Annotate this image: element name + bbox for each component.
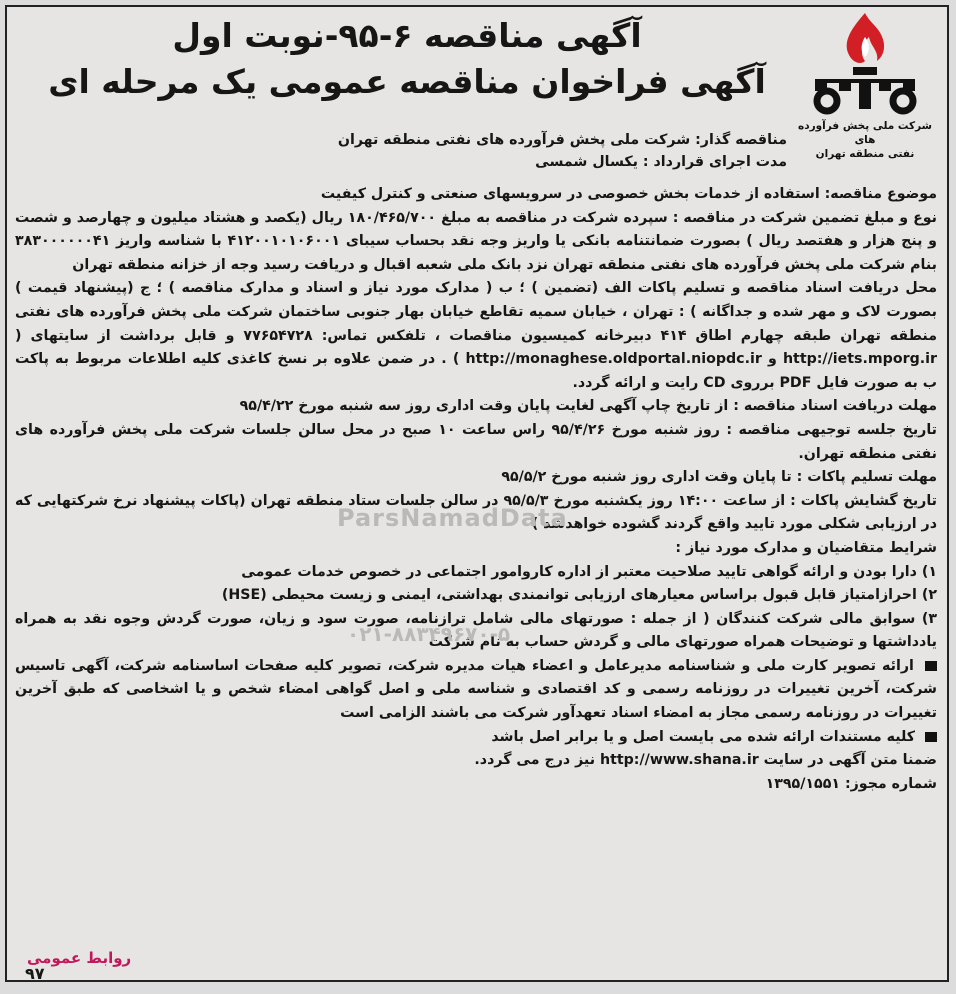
- notice-title-line2: آگهی فراخوان مناقصه عمومی یک مرحله ای: [48, 62, 766, 101]
- square-bullet-icon: [925, 732, 937, 742]
- notice-body: [15, 183, 937, 796]
- document-place-paragraph: [15, 277, 937, 395]
- logo-caption-line1: شرکت ملی پخش فرآورده های: [798, 120, 932, 147]
- bullet-item-2-text: کلیه مستندات ارائه شده می بایست اصل و یا برابر اصل باشد: [491, 728, 916, 745]
- notice-titles: [17, 13, 797, 105]
- place-text-part1: محل دریافت اسناد مناقصه و تسلیم پاکات الف (تضمین ) ؛ ب ( مدارک مورد نیاز و اسناد و مدارک مناقصه ) ؛ ج (پیشنهاد قیمت ) بصورت لاک و مهر شده و جداگانه ) : تهران ، خیابان سمیه تقاطع خیابان بهار جنوبی ساختمان شرکت ملی پخش فرآورده های نفتی منطقه تهران طبقه چهارم اطاق ۴۱۴ دبیرخانه کمیسیون مناقصات ، تلفکس تماس: ۷۷۶۵۴۷۲۸ و قابل برداشت از سایتهای (: [15, 280, 937, 344]
- place-text-part2: ) . در ضمن علاوه بر نسخ کاغذی کلیه اطلاعات مربوط به پاکت ب به صورت فایل PDF برروی CD رایت و ارائه گردد.: [15, 351, 937, 391]
- and-connector: و: [767, 351, 777, 368]
- public-relations-signature: روابط عمومی: [27, 949, 132, 967]
- company-logo: [795, 9, 935, 177]
- page-number: ۹۷: [25, 964, 45, 983]
- conditions-title: شرایط متقاضیان و مدارک مورد نیاز :: [675, 539, 937, 556]
- tender-notice-page: [5, 5, 949, 982]
- site-link-iets[interactable]: http://iets.mporg.ir: [782, 351, 937, 368]
- watermark-text: ParsNamadData: [337, 504, 568, 532]
- bullet-item-2: [15, 726, 937, 750]
- notice-meta: [338, 129, 787, 173]
- shana-text-part1: ضمنا متن آگهی در سایت: [763, 752, 937, 769]
- contract-duration-line: مدت اجرای قرارداد : یکسال شمسی: [535, 154, 787, 170]
- site-link-monaghese[interactable]: http://monaghese.oldportal.niopdc.ir: [465, 351, 762, 368]
- deadline-docs: مهلت دریافت اسناد مناقصه : از تاریخ چاپ آگهی لغایت پایان وقت اداری روز سه شنبه مورخ ۹۵/۴/۲۲: [239, 398, 937, 415]
- bullet-item-1: [15, 655, 937, 726]
- guarantee-paragraph: نوع و مبلغ تضمین شرکت در مناقصه : سپرده شرکت در مناقصه به مبلغ ۱۸۰/۴۶۵/۷۰۰ ریال (یکصد و هشتاد میلیون و چهارصد و شصت و پنج هزار و هفتصد ریال ) بصورت ضمانتنامه بانکی یا واریز وجه نقد بحساب سیبای ۴۱۲۰۰۱۰۱۰۶۰۰۱ با شناسه واریز ۳۸۳۰۰۰۰۰۰۴۱ بنام شرکت ملی پخش فرآورده های نفتی منطقه تهران نزد بانک ملی شعبه اقبال و دریافت رسید وجه از خزانه منطقه تهران: [15, 209, 937, 273]
- watermark-phone: ۰۲۱-۸۸۳۴۹۶۷۰-۵: [347, 622, 511, 646]
- shana-line: [15, 749, 937, 773]
- nioc-flame-logo-icon: [805, 9, 925, 117]
- briefing-session: تاریخ جلسه توجیهی مناقصه : روز شنبه مورخ ۹۵/۴/۲۶ راس ساعت ۱۰ صبح در محل سالن جلسات شرکت ملی پخش فرآورده های نفتی منطقه تهران.: [15, 421, 937, 462]
- bullet-item-1-text: ارائه تصویر کارت ملی و شناسنامه مدیرعامل و اعضاء هیات مدیره شرکت، تصویر کلیه صفحات اساسنامه شرکت، آگهی تاسیس شرکت، آخرین تغییرات در روزنامه رسمی و کد اقتصادی و شناسه ملی و اصل گواهی امضاء شخص و یا اشخاصی که طبق آخرین تغییرات در روزنامه رسمی مجاز به امضاء اسناد تعهدآور شرکت می باشند الزامی است: [15, 657, 937, 722]
- tenderer-line: مناقصه گذار: شرکت ملی پخش فرآورده های نفتی منطقه تهران: [337, 132, 787, 148]
- notice-title-line1: آگهی مناقصه ۶-۹۵-نوبت اول: [172, 16, 642, 55]
- tender-subject: موضوع مناقصه: استفاده از خدمات بخش خصوصی در سرویسهای صنعتی و کنترل کیفیت: [320, 186, 937, 202]
- envelope-opening: تاریخ گشایش پاکات : از ساعت ۱۴:۰۰ روز یکشنبه مورخ ۹۵/۵/۳ در سالن جلسات ستاد منطقه تهران (پاکات پیشنهاد نرخ شرکتهایی که در ارزیابی شکلی مورد تایید واقع گردند گشوده خواهدشد ): [15, 492, 937, 533]
- shana-text-part2: نیز درج می گردد.: [474, 752, 596, 769]
- condition-3: ۳) سوابق مالی شرکت کنندگان ( از جمله : صورتهای مالی شامل ترازنامه، صورت سود و زیان، صورت گردش وجوه نقد به همراه یادداشتها و توضیحات همراه صورتهای مالی و گردش حساب به نام شرکت: [15, 610, 937, 651]
- condition-2: ۲) احرازامتیاز قابل قبول براساس معیارهای ارزیابی توانمندی بهداشتی، ایمنی و زیست محیطی (HSE): [221, 587, 937, 604]
- square-bullet-icon: [925, 661, 937, 671]
- deadline-envelopes: مهلت تسلیم پاکات : تا پایان وقت اداری روز شنبه مورخ ۹۵/۵/۲: [501, 469, 937, 486]
- logo-caption-line2: نفتی منطقه تهران: [815, 148, 915, 161]
- site-link-shana[interactable]: http://www.shana.ir: [599, 752, 759, 769]
- permit-number: شماره مجوز: ۱۳۹۵/۱۵۵۱: [765, 775, 937, 792]
- logo-caption: [795, 119, 935, 162]
- condition-1: ۱) دارا بودن و ارائه گواهی تایید صلاحیت معتبر از اداره کاروامور اجتماعی در خصوص خدمات عمومی: [241, 563, 937, 580]
